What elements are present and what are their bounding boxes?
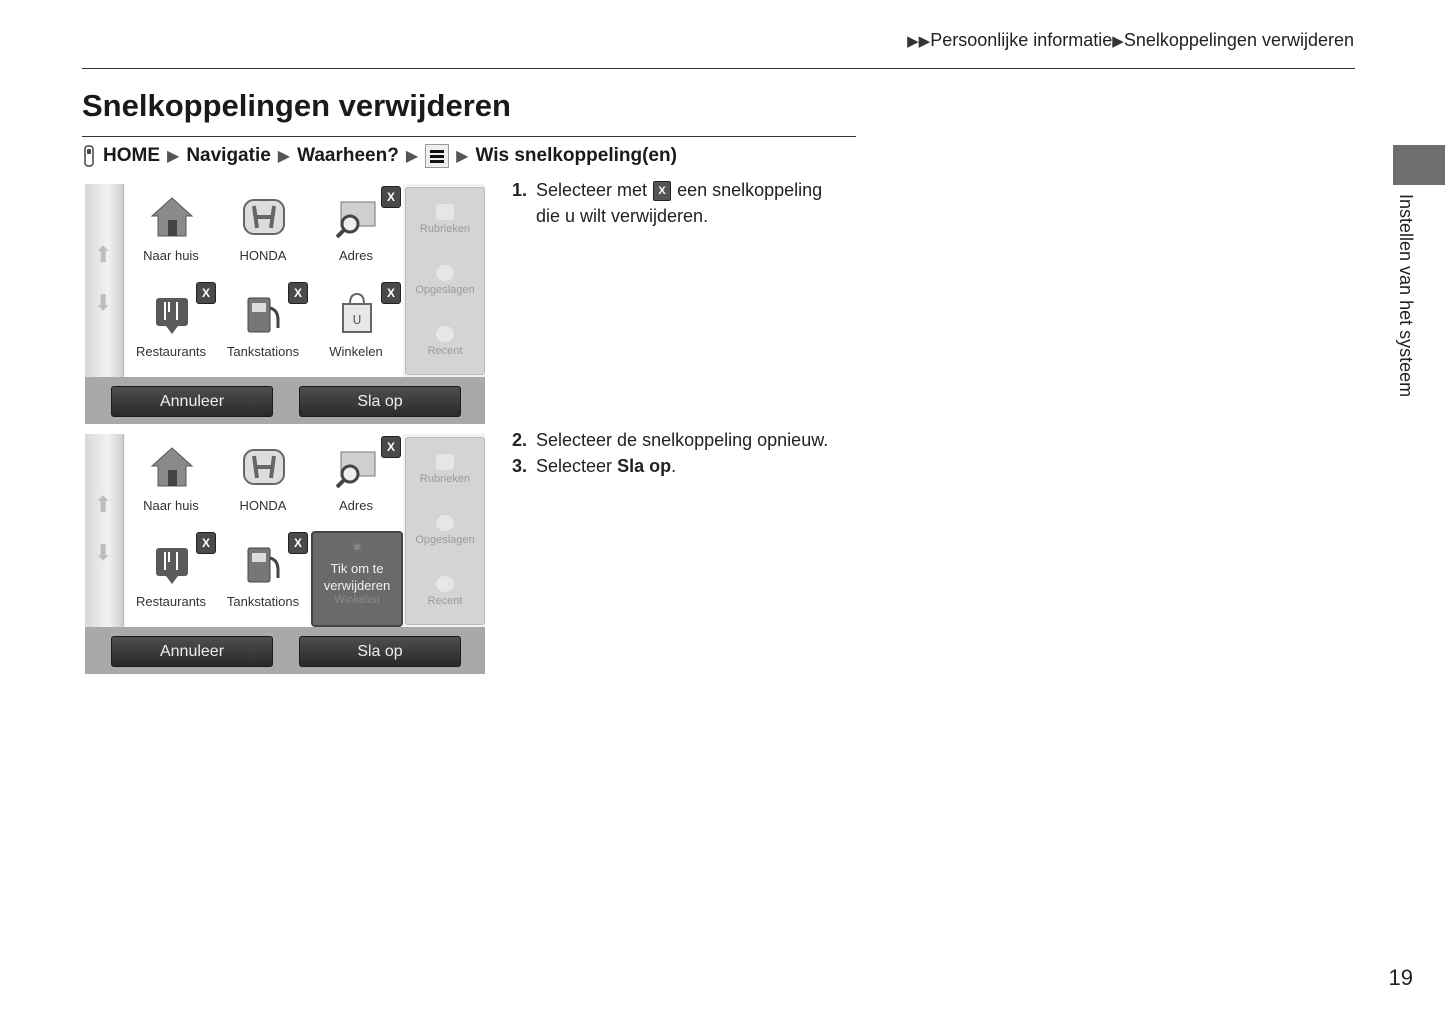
- address-search-icon: [335, 444, 379, 490]
- svg-text:U: U: [352, 313, 362, 327]
- panel-item-recent[interactable]: Recent: [406, 576, 484, 607]
- tile-naar-huis: Naar huis: [125, 186, 217, 282]
- clock-icon: [436, 576, 454, 592]
- tile-adres: Adres: [310, 186, 402, 282]
- scroll-bar: [85, 184, 124, 377]
- restaurant-icon: [150, 290, 194, 336]
- breadcrumb-arrow-icon: ▶: [1112, 33, 1124, 50]
- breadcrumb-current: Snelkoppelingen verwijderen: [1123, 30, 1354, 50]
- panel-item-opgeslagen[interactable]: Opgeslagen: [406, 265, 484, 296]
- navigation-path: [82, 144, 677, 168]
- delete-x-icon[interactable]: X: [288, 282, 308, 304]
- save-button[interactable]: Sla op: [299, 636, 461, 667]
- house-icon: [150, 194, 194, 240]
- path-arrow-icon: ▶: [277, 148, 291, 165]
- tile-tankstations: Tankstations: [217, 532, 309, 628]
- delete-x-icon[interactable]: X: [381, 282, 401, 304]
- popup-faded-label: Winkelen: [334, 594, 380, 606]
- page-title: Snelkoppelingen verwijderen: [82, 88, 511, 123]
- section-tab-marker: [1393, 145, 1445, 185]
- tile-honda: HONDA: [217, 436, 309, 532]
- tap-to-delete-tile[interactable]: [311, 531, 403, 627]
- scroll-up-icon: ⬆: [94, 242, 113, 267]
- screenshot-confirm-delete: [85, 434, 485, 674]
- path-where: Waarheen?: [297, 145, 399, 166]
- step-2: 2. Selecteer de snelkoppeling opnieuw.: [512, 430, 829, 450]
- bottom-bar: [85, 377, 485, 424]
- scroll-down-icon: ⬇: [94, 540, 113, 565]
- panel-item-recent[interactable]: Recent: [406, 326, 484, 357]
- bottom-bar: [85, 627, 485, 674]
- tile-restaurants: Restaurants: [125, 282, 217, 378]
- delete-x-icon[interactable]: X: [381, 186, 401, 208]
- home-button-icon: [82, 145, 96, 167]
- delete-x-icon[interactable]: X: [196, 282, 216, 304]
- tile-restaurants: Restaurants: [125, 532, 217, 628]
- tile-winkelen: U Winkelen: [310, 282, 402, 378]
- fuel-pump-icon: [242, 290, 286, 336]
- path-arrow-icon: ▶: [456, 148, 469, 165]
- scroll-bar: [85, 434, 124, 627]
- breadcrumb-parent: Persoonlijke informatie: [930, 30, 1113, 50]
- path-arrow-icon: ▶: [405, 148, 419, 165]
- heart-icon: [436, 265, 454, 281]
- delete-x-icon: X: [653, 181, 671, 201]
- address-search-icon: [335, 194, 379, 240]
- section-tab-label: Instellen van het systeem: [1396, 194, 1416, 398]
- path-arrow-icon: ▶: [167, 148, 180, 165]
- popup-faded-icon: ✱: [352, 542, 362, 554]
- panel-item-rubrieken[interactable]: Rubrieken: [406, 204, 484, 235]
- header-divider: [82, 68, 1355, 69]
- honda-logo-icon: [242, 194, 286, 240]
- scroll-up-icon: ⬆: [94, 492, 113, 517]
- scroll-down-icon: ⬇: [94, 290, 113, 315]
- categories-icon: [436, 204, 454, 220]
- tile-naar-huis: Naar huis: [125, 436, 217, 532]
- breadcrumb-arrow-icon: ▶▶: [907, 33, 931, 50]
- tile-adres: Adres: [310, 436, 402, 532]
- step-3: 3. Selecteer Sla op.: [512, 456, 677, 476]
- menu-icon: [425, 144, 449, 168]
- category-panel: [405, 187, 485, 375]
- category-panel: [405, 437, 485, 625]
- shopping-bag-icon: [335, 290, 379, 336]
- tile-honda: HONDA: [217, 186, 309, 282]
- delete-x-icon[interactable]: X: [381, 436, 401, 458]
- shortcut-grid: [125, 184, 403, 377]
- categories-icon: [436, 454, 454, 470]
- screenshot-select-shortcut: [85, 184, 485, 424]
- delete-x-icon[interactable]: X: [196, 532, 216, 554]
- restaurant-icon: [150, 540, 194, 586]
- delete-x-icon[interactable]: X: [288, 532, 308, 554]
- fuel-pump-icon: [242, 540, 286, 586]
- cancel-button[interactable]: Annuleer: [111, 386, 273, 417]
- popup-label: Tik om te verwijderen: [323, 561, 391, 593]
- tile-tankstations: Tankstations: [217, 282, 309, 378]
- clock-icon: [436, 326, 454, 342]
- save-button[interactable]: Sla op: [299, 386, 461, 417]
- honda-logo-icon: [242, 444, 286, 490]
- path-action: Wis snelkoppeling(en): [475, 145, 677, 166]
- step-1: 1. Selecteer met X een snelkoppeling die u wilt verwijderen.: [512, 180, 823, 226]
- house-icon: [150, 444, 194, 490]
- path-navigation: Navigatie: [186, 145, 271, 166]
- breadcrumb: [907, 30, 1354, 51]
- panel-item-opgeslagen[interactable]: Opgeslagen: [406, 515, 484, 546]
- heart-icon: [436, 515, 454, 531]
- cancel-button[interactable]: Annuleer: [111, 636, 273, 667]
- page-number: 19: [1388, 965, 1413, 990]
- path-home: HOME: [103, 145, 160, 166]
- title-divider: [82, 136, 856, 137]
- panel-item-rubrieken[interactable]: Rubrieken: [406, 454, 484, 485]
